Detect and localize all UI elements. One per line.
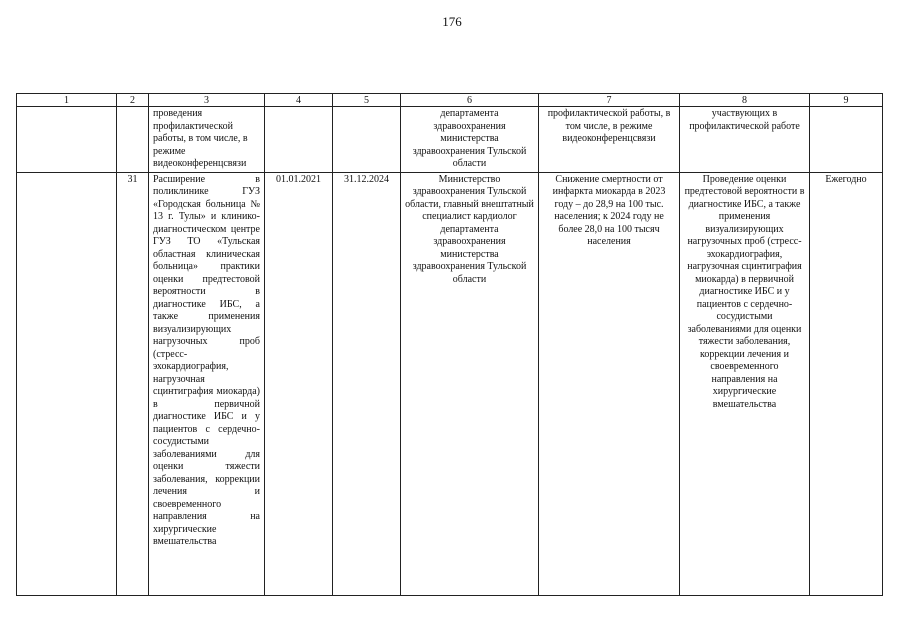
cell-start-date: 01.01.2021 bbox=[265, 172, 333, 595]
cell-end-date bbox=[333, 107, 401, 173]
page-number: 176 bbox=[442, 14, 462, 29]
column-header-1: 1 bbox=[17, 94, 117, 107]
table-row bbox=[17, 172, 883, 595]
cell-frequency: Ежегодно bbox=[810, 172, 883, 595]
cell-responsible: департамента здравоохранения министерства здравоохранения Тульской области bbox=[401, 107, 539, 173]
cell-item-number: 31 bbox=[117, 172, 149, 595]
cell-target-indicator: профилактической работы, в том числе, в режиме видеоконференцсвязи bbox=[539, 107, 680, 173]
cell-end-date: 31.12.2024 bbox=[333, 172, 401, 595]
cell-start-date bbox=[265, 107, 333, 173]
column-header-4: 4 bbox=[265, 94, 333, 107]
column-header-5: 5 bbox=[333, 94, 401, 107]
column-number-header-row bbox=[17, 94, 883, 107]
cell-col2 bbox=[117, 107, 149, 173]
cell-col1 bbox=[17, 107, 117, 173]
cell-target-indicator: Снижение смертности от инфаркта миокарда в 2023 году – до 28,9 на 100 тыс. населения; к 2024 году не более 28,0 на 100 тысяч населения bbox=[539, 172, 680, 595]
column-header-6: 6 bbox=[401, 94, 539, 107]
column-header-7: 7 bbox=[539, 94, 680, 107]
cell-activity: Расширение в поликлинике ГУЗ «Городская больница № 13 г. Тулы» и клинико-диагностическом центре ГУЗ ТО «Тульская областная клиническая больница» практики оценки предтестовой вероятности в диагностике ИБС, а также применения визуализирующих нагрузочных проб (стресс-эхокардиография, нагрузочная сцинтиграфия миокарда) в первичной диагностике ИБС и у пациентов с сердечно-сосудистыми заболеваниями для оценки тяжести заболевания, коррекции лечения и своевременного направления на хирургические вмешательства bbox=[149, 172, 265, 595]
continuation-row bbox=[17, 107, 883, 173]
cell-frequency bbox=[810, 107, 883, 173]
column-header-8: 8 bbox=[680, 94, 810, 107]
cell-result: Проведение оценки предтестовой вероятности в диагностике ИБС, а также применения визуализирующих нагрузочных проб (стресс-эхокардиография, нагрузочная сцинтиграфия миокарда) в первичной диагностике ИБС и у пациентов с сердечно-сосудистыми заболеваниями для оценки тяжести заболевания, коррекции лечения и своевременного направления на хирургические вмешательства bbox=[680, 172, 810, 595]
column-header-3: 3 bbox=[149, 94, 265, 107]
cell-activity: проведения профилактической работы, в том числе, в режиме видеоконференцсвязи bbox=[149, 107, 265, 173]
cell-col1 bbox=[17, 172, 117, 595]
activities-table bbox=[16, 93, 883, 596]
cell-responsible: Министерство здравоохранения Тульской области, главный внештатный специалист кардиолог департамента здравоохранения министерства здравоохранения Тульской области bbox=[401, 172, 539, 595]
column-header-2: 2 bbox=[117, 94, 149, 107]
cell-result: участвующих в профилактической работе bbox=[680, 107, 810, 173]
column-header-9: 9 bbox=[810, 94, 883, 107]
